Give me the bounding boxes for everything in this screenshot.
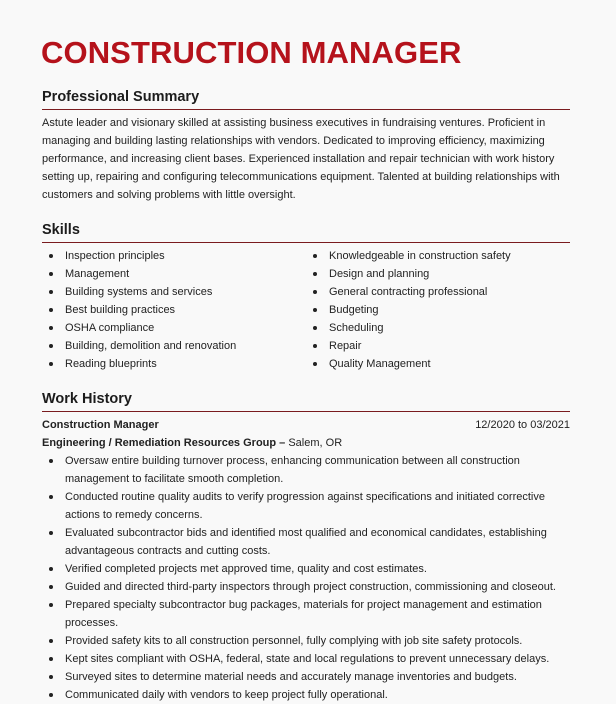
section-title-skills: Skills: [42, 221, 570, 243]
skill-item: Quality Management: [306, 355, 570, 373]
skills-list-right: [306, 247, 570, 373]
skills-list-left: [42, 247, 306, 373]
skills-section: [42, 221, 570, 373]
job-company: Engineering / Remediation Resources Group: [42, 437, 277, 449]
resume-name-heading: CONSTRUCTION MANAGER: [41, 35, 462, 70]
work-history-section: [42, 390, 570, 704]
skill-item: Scheduling: [306, 319, 570, 337]
skills-columns: [42, 247, 570, 373]
job-bullet-list: [42, 452, 570, 704]
job-bullet: Evaluated subcontractor bids and identified most qualified and economical candidates, establishing advantageous contracts and cutting costs.: [42, 524, 570, 560]
skill-item: Inspection principles: [42, 247, 306, 265]
job-dates: 12/2020 to 03/2021: [475, 419, 570, 431]
skill-item: Building, demolition and renovation: [42, 337, 306, 355]
job-bullet: Verified completed projects met approved time, quality and cost estimates.: [42, 560, 570, 578]
job-bullet: Prepared specialty subcontractor bug packages, materials for project management and estimation processes.: [42, 596, 570, 632]
skill-item: Building systems and services: [42, 283, 306, 301]
job-company-line: [42, 434, 570, 452]
section-title-professional-summary: Professional Summary: [42, 88, 570, 110]
job-bullet: Provided safety kits to all construction personnel, fully complying with job site safety protocols.: [42, 632, 570, 650]
skill-item: Management: [42, 265, 306, 283]
skill-item: Repair: [306, 337, 570, 355]
skill-item: OSHA compliance: [42, 319, 306, 337]
professional-summary-section: [42, 88, 570, 204]
job-bullet: Communicated daily with vendors to keep project fully operational.: [42, 686, 570, 704]
job-bullet: Guided and directed third-party inspectors through project construction, commissioning and closeout.: [42, 578, 570, 596]
summary-paragraph: Astute leader and visionary skilled at assisting business executives in fundraising ventures. Proficient in managing and building lasting relationships with vendors. Dedicated to improving efficiency, maximizing performance, and increasing client bases. Experienced installation and repair technician with work history setting up, repairing and configuring telecommunications equipment. Talented at building relationships with customers and solving problems with little oversight.: [42, 117, 560, 201]
skill-item: Budgeting: [306, 301, 570, 319]
job-bullet: Oversaw entire building turnover process, enhancing communication between all construction management to facilitate smooth completion.: [42, 452, 570, 488]
skill-item: General contracting professional: [306, 283, 570, 301]
skill-item: Design and planning: [306, 265, 570, 283]
job-company-separator: –: [276, 437, 289, 449]
job-location: Salem, OR: [288, 437, 343, 449]
job-header: [42, 416, 570, 434]
job-entry: [42, 416, 570, 704]
section-title-work-history: Work History: [42, 390, 570, 412]
job-title: Construction Manager: [42, 419, 159, 431]
skill-item: Knowledgeable in construction safety: [306, 247, 570, 265]
skill-item: Reading blueprints: [42, 355, 306, 373]
skill-item: Best building practices: [42, 301, 306, 319]
job-bullet: Kept sites compliant with OSHA, federal, state and local regulations to prevent unnecessary delays.: [42, 650, 570, 668]
job-bullet: Surveyed sites to determine material needs and accurately manage inventories and budgets.: [42, 668, 570, 686]
job-bullet: Conducted routine quality audits to verify progression against specifications and initiated corrective actions to remedy concerns.: [42, 488, 570, 524]
